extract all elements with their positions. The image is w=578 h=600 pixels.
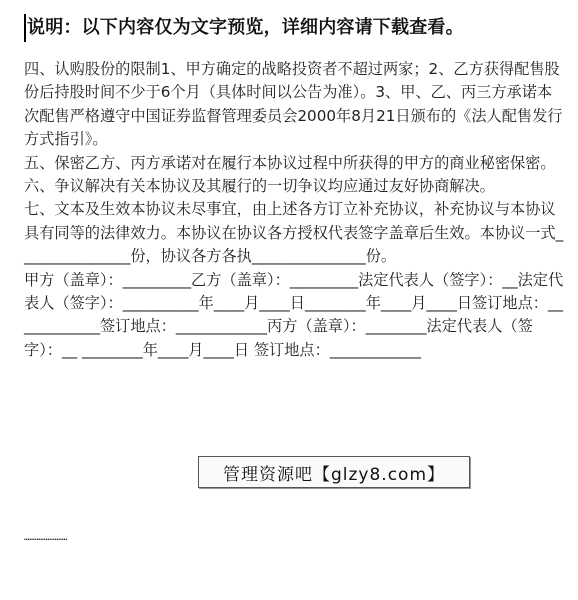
text-cursor bbox=[24, 14, 26, 42]
preview-notice: 说明：以下内容仅为文字预览，详细内容请下载查看。 bbox=[27, 17, 464, 38]
clause-7: 七、文本及生效本协议未尽事宜，由上述各方订立补充协议，补充协议与本协议具有同等的法律效力。本协议在协议各方授权代表签字盖章后生效。本协议一式_______________份，协议各方各执_______________份。 bbox=[24, 200, 564, 266]
watermark-text: 管理资源吧【glzy8.com】 bbox=[222, 464, 446, 485]
ellipsis-dots: …………………… bbox=[24, 533, 68, 543]
clause-5: 五、保密乙方、丙方承诺对在履行本协议过程中所获得的甲方的商业秘密保密。 bbox=[24, 153, 556, 172]
document-body bbox=[24, 58, 564, 362]
clause-4: 四、认购股份的限制1、甲方确定的战略投资者不超过两家；2、乙方获得配售股份后持股时间不少于6个月（具体时间以公告为准）。3、甲、乙、丙三方承诺本次配售严格遵守中国证券监督管理委员会2000年8月21日颁布的《法人配售发行方式指引》。 bbox=[24, 60, 563, 149]
clause-6: 六、争议解决有关本协议及其履行的一切争议均应通过友好协商解决。 bbox=[24, 177, 495, 196]
watermark-banner bbox=[198, 456, 470, 488]
signature-block: 甲方（盖章）：_________乙方（盖章）：_________法定代表人（签字）：__法定代表人（签字）：__________年____月____日________年____月____日签订地点：____________签订地点：____________丙方（盖章）：________法定代表人（签字）：__ ________年____月____日 签订地点：____________ bbox=[24, 270, 564, 359]
